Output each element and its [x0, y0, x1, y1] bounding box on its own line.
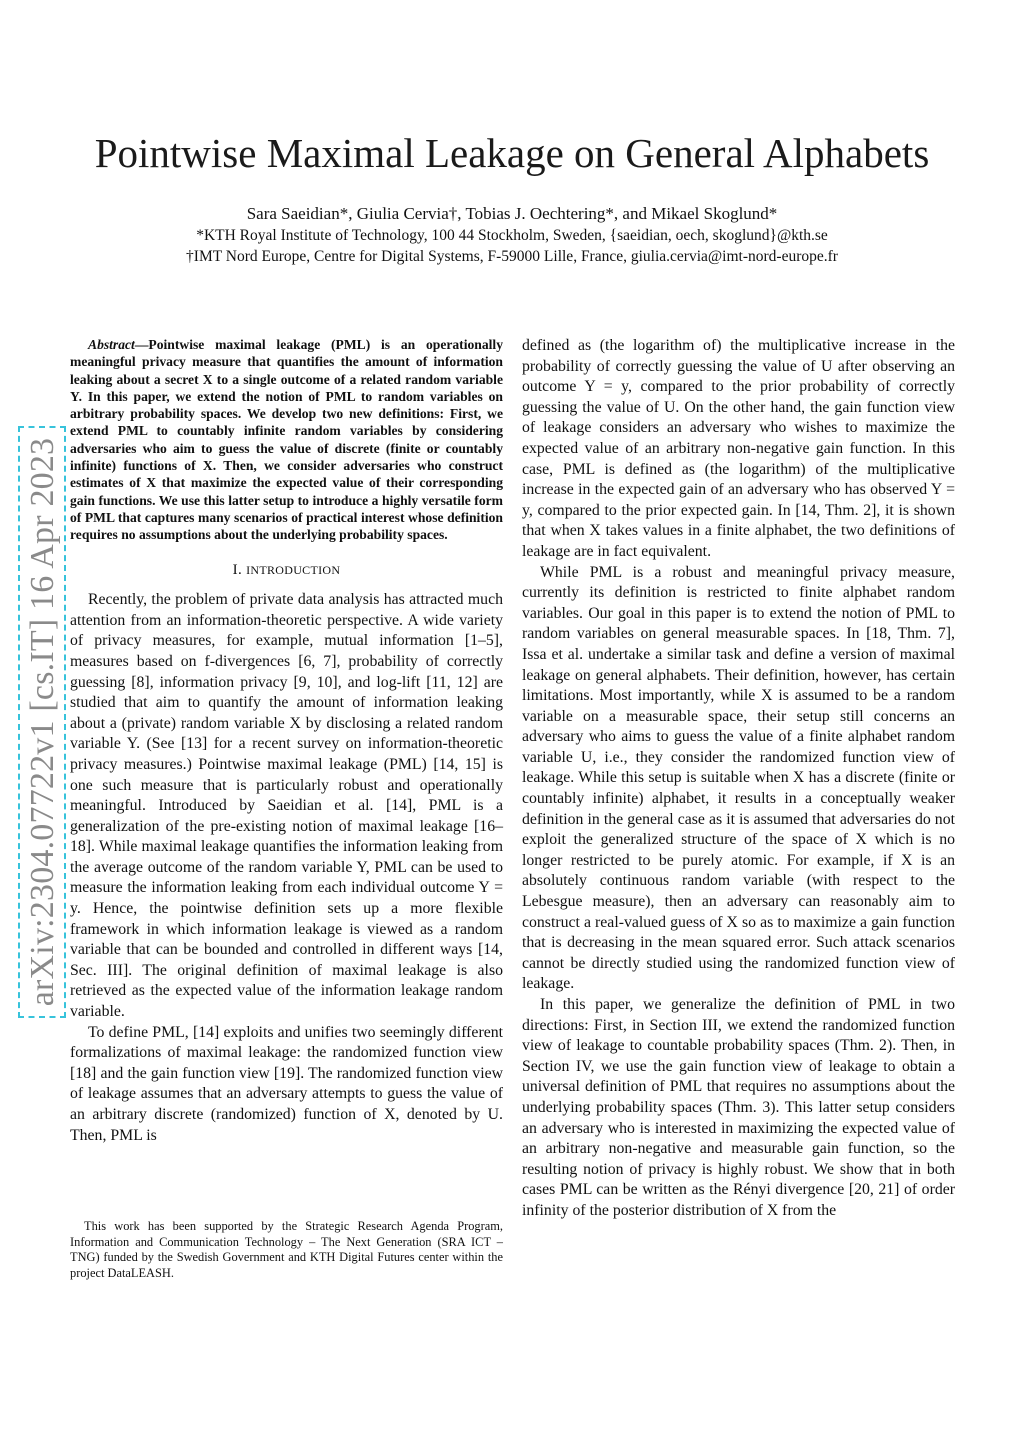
abstract-label: Abstract — [88, 337, 135, 352]
author-list: Sara Saeidian*, Giulia Cervia†, Tobias J. Oechtering*, and Mikael Skoglund* — [246, 204, 778, 223]
abstract-text: —Pointwise maximal leakage (PML) is an operationally meaningful privacy measure that quantifies the amount of information leaking about a secret X to a single outcome of a related random variable Y. In this paper, we extend the notion of PML to random variables on arbitrary probability spaces. We develop two new definitions: First, we extend PML to countably infinite random variables by considering adversaries who aim to guess the value of discrete (finite or countably infinite) functions of X. Then, we consider adversaries who construct estimates of X that maximize the expected value of their corresponding gain functions. We use this latter setup to introduce a highly versatile form of PML that captures many scenarios of practical interest whose definition requires no assumptions about the underlying probability spaces. — [70, 337, 503, 543]
intro-paragraph-1: Recently, the problem of private data analysis has attracted much attention from an information-theoretic perspective. A wide variety of privacy measures, for example, mutual information [1–5], measures based on f-divergences [6, 7], probability of correctly guessing [8], information privacy [9, 10], and log-lift [11, 12] are studied that aim to quantify the amount of information leaking about a (private) random variable X by disclosing a related random variable Y. (See [13] for a recent survey on information-theoretic privacy measures.) Pointwise maximal leakage (PML) [14, 15] is one such measure that is particularly robust and operationally meaningful. Introduced by Saeidian et al. [14], PML is a generalization of the pre-existing notion of maximal leakage [16–18]. While maximal leakage quantifies the information leaking from the average outcome of the random variable Y, PML can be used to measure the information leaking from each individual outcome Y = y. Hence, the pointwise definition sets up a more flexible framework in which information leakage is viewed as a random variable that can be bounded and controlled in different ways [14, Sec. III]. The original definition of maximal leakage is also retrieved as the expected value of the information leakage random variable. — [70, 591, 503, 1021]
right-column — [522, 336, 955, 1222]
affiliation-imt: †IMT Nord Europe, Centre for Digital Systems, F-59000 Lille, France, giulia.cervia@imt-nord-europe.fr — [186, 248, 838, 265]
section-title: INTRODUCTION — [246, 562, 341, 577]
intro-paragraph-2: To define PML, [14] exploits and unifies two seemingly different formalizations of maximal leakage: the randomized function view [18] and the gain function view [19]. The randomized function view of leakage assumes that an adversary attempts to guess the value of an arbitrary discrete (randomized) function of X, denoted by U. Then, PML is — [70, 1023, 503, 1144]
section-heading-introduction — [70, 560, 503, 581]
left-column — [70, 336, 503, 1146]
abstract — [70, 336, 503, 544]
intro-paragraph-4: While PML is a robust and meaningful privacy measure, currently its definition is restricted to finite alphabet random variables. Our goal in this paper is to extend the notion of PML to random variables on general measurable spaces. In [18, Thm. 7], Issa et al. undertake a similar task and define a version of maximal leakage on general alphabets. Their definition, however, has certain limitations. Most importantly, while X is assumed to be a random variable on a measurable space, their setup still concerns an adversary who aims to guess the value of a finite alphabet random variable U, i.e., they consider the randomized function view of leakage. While this setup is suitable when X has a discrete (finite or countably infinite) alphabet, it results in a conceptually weaker definition in the general case as it is assumed that adversaries do not exploit the generalized structure of the space of X which is no longer restricted to be purely atomic. For example, if X is an absolutely continuous random variable (with respect to the Lebesgue measure), then an adversary can reasonably aim to construct a real-valued guess of X so as to maximize a gain function that is decreasing in the mean squared error. Such attack scenarios cannot be directly studied using the randomized function view of leakage. — [522, 563, 955, 993]
affiliation-kth: *KTH Royal Institute of Technology, 100 44 Stockholm, Sweden, {saeidian, oech, skoglund}@kth.se — [196, 227, 828, 244]
arxiv-identifier[interactable]: arXiv:2304.07722v1 [cs.IT] 16 Apr 2023 — [24, 437, 61, 1007]
intro-paragraph-5: In this paper, we generalize the definition of PML in two directions: First, in Section III, we extend the randomized function view of leakage to countable probability spaces (Thm. 2). Then, in Section IV, we use the gain function view of leakage to obtain a universal definition of PML that requires no assumptions about the underlying probability spaces (Thm. 3). This latter setup considers an adversary who is interested in maximizing the expected value of an arbitrary non-negative and measurable gain function, so the resulting notion of privacy is highly robust. We show that in both cases PML can be written as the Rényi divergence [20, 21] of order infinity of the posterior distribution of X from the — [522, 996, 955, 1219]
funding-footnote: This work has been supported by the Strategic Research Agenda Program, Information and Communication Technology – The Next Generation (SRA ICT – TNG) funded by the Swedish Government and KTH Digital Futures center within the project DataLEASH. — [70, 1219, 503, 1280]
intro-paragraph-3: defined as (the logarithm of) the multiplicative increase in the probability of correctly guessing the value of U after observing an outcome Y = y, compared to the prior probability of correctly guessing the value of U. On the other hand, the gain function view of leakage considers an adversary who wishes to maximize the expected value of an arbitrary non-negative gain function. In this case, PML is defined as (the logarithm) of the multiplicative increase in the expected gain of an adversary who has observed Y = y, compared to the prior expected gain. In [14, Thm. 2], it is shown that when X takes values in a finite alphabet, the two definitions of leakage are in fact equivalent. — [522, 337, 955, 560]
paper-title: Pointwise Maximal Leakage on General Alphabets — [94, 130, 930, 176]
section-number: I. — [232, 561, 243, 578]
